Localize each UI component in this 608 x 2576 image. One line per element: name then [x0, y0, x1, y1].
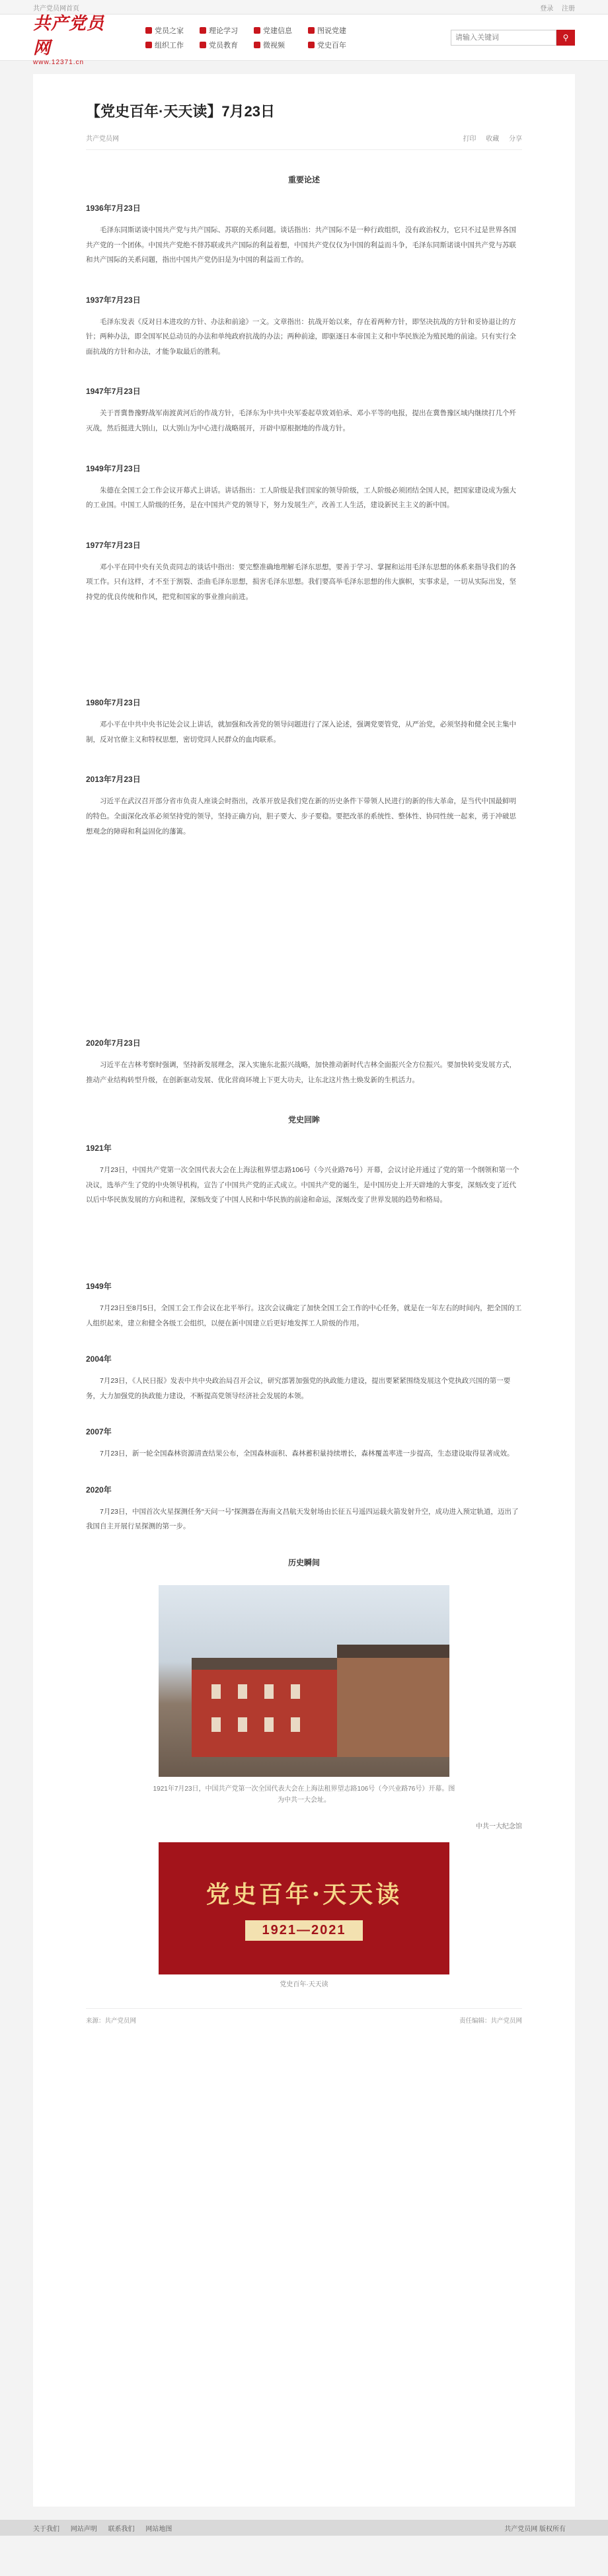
nav-item[interactable]: 组织工作	[145, 40, 200, 50]
nav-item[interactable]: 微视频	[254, 40, 308, 50]
footer-link[interactable]: 网站地图	[145, 2525, 172, 2533]
search-input[interactable]	[451, 30, 556, 46]
site-header	[0, 13, 608, 66]
article-title: 【党史百年·天天读】7月23日	[86, 103, 276, 120]
share-button[interactable]: 分享	[509, 136, 522, 143]
nav-item[interactable]: 党建信息	[254, 25, 308, 36]
article-container	[33, 74, 575, 2507]
photo-window	[291, 1684, 300, 1699]
photo-window	[264, 1684, 274, 1699]
footer-link[interactable]: 网站声明	[70, 2525, 97, 2533]
photo-building	[337, 1645, 449, 1757]
article-footer-meta	[86, 2008, 522, 2025]
banner-title: 党史百年·天天读	[206, 1880, 402, 1908]
history-date: 1949年	[86, 1281, 112, 1291]
nav-item[interactable]: 党员之家	[145, 25, 200, 36]
section-heading: 重要论述	[287, 175, 320, 184]
entry-text: 关于晋冀鲁豫野战军南渡黄河后的作战方针，毛泽东为中共中央军委起草致刘伯承、邓小平等的电报，提出在冀鲁豫区域内继续打几个歼灭战，然后挺进大别山，以大别山为中心进行战略展开，开辟中原根据地的作战方针。	[86, 409, 516, 432]
photo-window	[211, 1684, 221, 1699]
nav-item[interactable]: 党史百年	[308, 40, 362, 50]
entry-text: 毛泽东同斯诺谈中国共产党与共产国际、苏联的关系问题。谈话指出：共产国际不是一种行政组织，没有政治权力，它只不过是世界各国共产党的一个团体。中国共产党绝不替苏联或共产国际的利益着想，中国共产党仅仅为中国的利益而斗争，毛泽东同斯诺谈中国共产党与苏联和共产国际的关系问题，指出中国共产党仍旧是为中国的利益而工作的。	[86, 226, 516, 264]
section-heading: 历史瞬间	[287, 1557, 320, 1567]
site-logo[interactable]	[33, 10, 119, 66]
history-text: 7月23日，中国首次火星探测任务“天问一号”探测器在海南文昌航天发射场由长征五号遥四运载火箭发射升空，成功进入预定轨道，迈出了我国自主开展行星探测的第一步。	[86, 1507, 519, 1531]
nav-bullet-icon	[254, 27, 260, 34]
footer-link[interactable]: 关于我们	[33, 2525, 59, 2533]
login-link[interactable]: 登录	[540, 5, 554, 13]
entry-date: 1977年7月23日	[86, 540, 141, 550]
history-text: 7月23日至8月5日，全国工会工作会议在北平举行。这次会议确定了加快全国工会工作的中心任务，就是在一年左右的时间内，把全国的工人组织起来，建立和健全各级工会组织，以便在新中国建立后更好地发挥工人阶级的作用。	[86, 1304, 522, 1327]
entry-date: 1947年7月23日	[86, 387, 141, 397]
photo-window	[264, 1717, 274, 1732]
history-text: 7月23日，《人民日报》发表中共中央政治局召开会议，研究部署加强党的执政能力建设，提出要紧紧围绕发展这个党执政兴国的第一要务，大力加强党的执政能力建设，不断提高党领导经济社会发展的本领。	[86, 1377, 511, 1400]
logo-text: 共产党员网	[33, 13, 105, 58]
photo-caption: 1921年7月23日，中国共产党第一次全国代表大会在上海法租界望志路106号（今兴业路76号）开幕。图为中共一大会址。	[153, 1785, 455, 1804]
search-box	[451, 30, 575, 46]
entry-date: 1980年7月23日	[86, 698, 141, 708]
entry-text: 毛泽东发表《反对日本进攻的方针、办法和前途》一文。文章指出：抗战开始以来，存在着两种方针，即坚决抗战的方针和妥协退让的方针；两种办法，即全国军民总动员的办法和单纯政府抗战的办法；两种前途，即驱逐日本帝国主义和中华民族沦为殖民地的前途。只有实行全面抗战的方针和办法，才能争取最后的胜利。	[86, 317, 516, 356]
banner-years: 1921—2021	[245, 1920, 363, 1941]
photo-source: 中共一大纪念馆	[476, 1822, 522, 1830]
nav-bullet-icon	[254, 42, 260, 48]
entry-text: 习近平在武汉召开部分省市负责人座谈会时指出，改革开放是我们党在新的历史条件下带领人民进行的新的伟大革命，是当代中国最鲜明的特色。全面深化改革必须坚持党的领导，坚持正确方向，胆子要大、步子要稳。要把改革的系统性、整体性、协同性统一起来，勇于冲破思想观念的障碍和利益固化的藩篱。	[86, 797, 516, 836]
entry-date: 1936年7月23日	[86, 204, 141, 213]
nav-bullet-icon	[308, 42, 315, 48]
article-tools	[455, 133, 522, 143]
footer-source: 来源：共产党员网	[86, 2017, 137, 2025]
banner-caption: 党史百年·天天读	[280, 1980, 328, 1988]
entry-text: 习近平在吉林考察时强调，坚持新发展理念，深入实施东北振兴战略，加快推动新时代吉林全面振兴全方位振兴。要加快转变发展方式，推动产业结构转型升级，在创新驱动发展、优化营商环境上下更大功夫，让东北这片热土焕发新的生机活力。	[86, 1061, 516, 1084]
entry-date: 2013年7月23日	[86, 775, 141, 785]
photo-window	[238, 1684, 247, 1699]
nav-item[interactable]: 党员教育	[200, 40, 254, 50]
favorite-button[interactable]: 收藏	[486, 136, 500, 143]
history-date: 2004年	[86, 1354, 112, 1364]
photo-window	[238, 1717, 247, 1732]
register-link[interactable]: 注册	[562, 5, 575, 13]
footer-links	[33, 2523, 181, 2533]
copyright: 共产党员网 版权所有	[504, 2525, 566, 2533]
entry-date: 2020年7月23日	[86, 1038, 141, 1048]
footer-editor: 责任编辑：共产党员网	[459, 2017, 522, 2025]
entry-text: 朱德在全国工会工作会议开幕式上讲话。讲话指出：工人阶级是我们国家的领导阶级，工人阶级必须团结全国人民，把国家建设成为强大的工业国。中国工人阶级的任务，是在中国共产党的领导下，努力发展生产，改善工人生活，建设新民主主义的新中国。	[86, 486, 516, 510]
history-date: 1921年	[86, 1144, 112, 1153]
section-heading: 党史回眸	[287, 1115, 320, 1125]
entry-text: 邓小平在中共中央书记处会议上讲话，就加强和改善党的领导问题进行了深入论述，强调党要管党，从严治党，必须坚持和健全民主集中制，反对官僚主义和特权思想，密切党同人民群众的血肉联系。	[86, 721, 516, 744]
home-link[interactable]: 共产党员网首页	[33, 5, 79, 13]
photo-window	[291, 1717, 300, 1732]
history-text: 7月23日，中国共产党第一次全国代表大会在上海法租界望志路106号（今兴业路76号）开幕，会议讨论并通过了党的第一个纲领和第一个决议，选举产生了党的中央领导机构，宣告了中国共产党的正式成立。中国共产党的诞生，是中国历史上开天辟地的大事变，深刻改变了近代以后中华民族发展的方向和进程，深刻改变了中国人民和中华民族的前途和命运，深刻改变了世界发展的趋势和格局。	[86, 1166, 519, 1204]
footer-link[interactable]: 联系我们	[108, 2525, 135, 2533]
print-button[interactable]: 打印	[463, 136, 476, 143]
photo-building	[192, 1658, 344, 1757]
nav-bullet-icon	[200, 27, 206, 34]
nav-item[interactable]: 理论学习	[200, 25, 254, 36]
photo-window	[211, 1717, 221, 1732]
history-text: 7月23日，新一轮全国森林资源清查结果公布，全国森林面积、森林蓄积量持续增长，森林覆盖率进一步提高，生态建设取得显著成效。	[100, 1450, 514, 1458]
search-icon[interactable]: ⚲	[556, 30, 575, 46]
main-nav	[145, 25, 362, 50]
nav-bullet-icon	[308, 27, 315, 34]
site-footer	[0, 2520, 608, 2536]
series-banner	[159, 1842, 449, 1974]
entry-date: 1937年7月23日	[86, 295, 141, 305]
account-links	[533, 3, 575, 13]
nav-bullet-icon	[145, 27, 152, 34]
nav-bullet-icon	[145, 42, 152, 48]
history-date: 2020年	[86, 1485, 112, 1495]
history-date: 2007年	[86, 1427, 112, 1437]
article-source: 共产党员网	[86, 136, 119, 143]
logo-url: www.12371.cn	[33, 58, 85, 66]
article-meta	[86, 133, 522, 150]
entry-text: 邓小平在同中央有关负责同志的谈话中指出：要完整准确地理解毛泽东思想，要善于学习、掌握和运用毛泽东思想的体系来指导我们的各项工作。只有这样，才不至于割裂、歪曲毛泽东思想，损害毛泽东思想。我们要高举毛泽东思想的伟大旗帜，实事求是，一切从实际出发，坚持党的优良传统和作风，把党和国家的事业推向前进。	[86, 563, 516, 601]
entry-date: 1949年7月23日	[86, 463, 141, 473]
historic-site-photo	[159, 1585, 449, 1777]
nav-bullet-icon	[200, 42, 206, 48]
nav-item[interactable]: 图说党建	[308, 25, 362, 36]
